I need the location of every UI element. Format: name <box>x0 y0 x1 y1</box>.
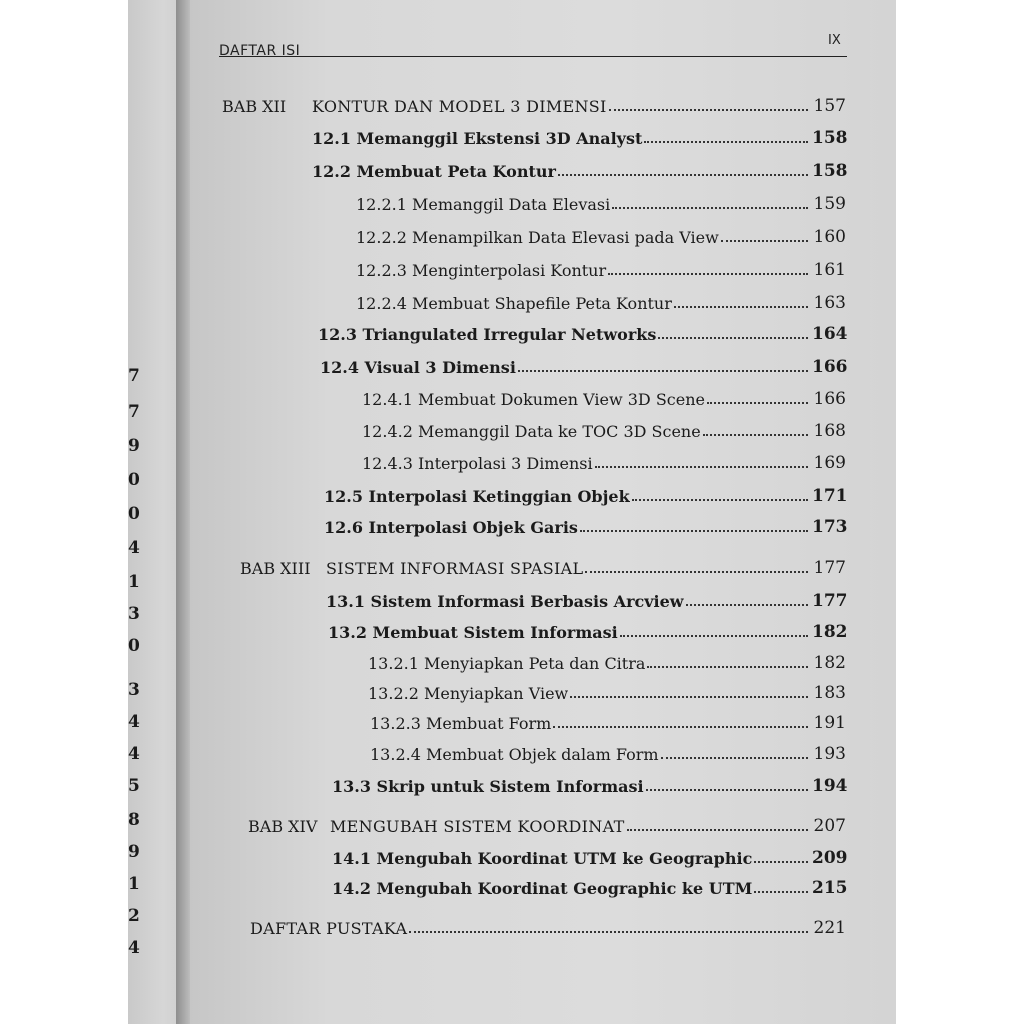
toc-section-row[interactable] <box>332 842 846 868</box>
toc-entry-label: 12.6 Interpolasi Objek Garis <box>324 518 578 537</box>
toc-section-row[interactable] <box>328 616 846 642</box>
toc-subsection-row[interactable] <box>370 738 846 764</box>
toc-section-row[interactable] <box>320 351 846 377</box>
dot-leader <box>644 141 808 143</box>
toc-entry-label: 12.5 Interpolasi Ketinggian Objek <box>324 487 630 506</box>
dot-leader <box>627 829 808 831</box>
edge-page-number: 9 <box>128 436 140 456</box>
toc-page-number: 194 <box>812 776 848 796</box>
toc-entry-label: DAFTAR PUSTAKA <box>250 919 408 938</box>
toc-entry-label: 12.3 Triangulated Irregular Networks <box>318 325 657 344</box>
edge-page-number: 8 <box>128 810 140 830</box>
toc-page-number: 221 <box>813 918 846 938</box>
running-header-page-number: IX <box>828 33 841 48</box>
toc-entry-label: 12.1 Memanggil Ekstensi 3D Analyst <box>312 129 643 148</box>
dot-leader <box>580 530 808 532</box>
toc-page-number: 171 <box>812 486 848 506</box>
dot-leader <box>609 109 808 111</box>
toc-page-number: 191 <box>813 713 846 733</box>
toc-subsection-row[interactable] <box>368 677 846 703</box>
toc-entry-label: 14.2 Mengubah Koordinat Geographic ke UTM <box>332 879 753 898</box>
toc-page-number: 215 <box>812 878 848 898</box>
dot-leader <box>721 240 808 242</box>
toc-page-number: 168 <box>813 421 846 441</box>
toc-chapter-row[interactable] <box>222 90 846 116</box>
toc-entry-label: 12.4.2 Memanggil Data ke TOC 3D Scene <box>362 422 701 441</box>
header-rule <box>219 56 847 57</box>
dot-leader <box>570 696 808 698</box>
toc-section-row[interactable] <box>332 770 846 796</box>
toc-entry-label: KONTUR DAN MODEL 3 DIMENSI <box>312 97 607 116</box>
toc-page-number: 182 <box>813 653 846 673</box>
toc-subsection-row[interactable] <box>356 221 846 247</box>
dot-leader <box>553 726 808 728</box>
toc-subsection-row[interactable] <box>370 707 846 733</box>
edge-page-number: 4 <box>128 538 140 558</box>
edge-page-number: 4 <box>128 712 140 732</box>
toc-entry-label: 13.2.3 Membuat Form <box>370 714 552 733</box>
toc-section-row[interactable] <box>332 872 846 898</box>
toc-page-number: 159 <box>813 194 846 214</box>
edge-page-number: 0 <box>128 504 140 524</box>
background <box>896 0 1024 1024</box>
toc-page-number: 160 <box>813 227 846 247</box>
toc-section-row[interactable] <box>324 511 846 537</box>
toc-page-number: 169 <box>813 453 846 473</box>
toc-entry-label: 12.2.3 Menginterpolasi Kontur <box>356 261 607 280</box>
chapter-number: BAB XIV <box>248 817 318 836</box>
toc-entry-label: SISTEM INFORMASI SPASIAL <box>326 559 584 578</box>
book-gutter <box>176 0 190 1024</box>
toc-page-number: 207 <box>813 816 846 836</box>
edge-page-number: 0 <box>128 470 140 490</box>
toc-entry-label: 14.1 Mengubah Koordinat UTM ke Geographic <box>332 849 753 868</box>
toc-subsection-row[interactable] <box>362 415 846 441</box>
toc-entry-label: 12.2.1 Memanggil Data Elevasi <box>356 195 611 214</box>
toc-entry-label: 13.1 Sistem Informasi Berbasis Arcview <box>326 592 684 611</box>
toc-entry-label: 12.4.3 Interpolasi 3 Dimensi <box>362 454 593 473</box>
toc-section-row[interactable] <box>312 155 846 181</box>
chapter-number: BAB XIII <box>240 559 311 578</box>
edge-page-number: 3 <box>128 680 140 700</box>
dot-leader <box>707 402 808 404</box>
dot-leader <box>686 604 808 606</box>
toc-subsection-row[interactable] <box>356 287 846 313</box>
edge-page-number: 9 <box>128 842 140 862</box>
dot-leader <box>647 666 808 668</box>
toc-page-number: 164 <box>812 324 848 344</box>
dot-leader <box>620 635 808 637</box>
toc-page-number: 163 <box>813 293 846 313</box>
edge-page-number: 4 <box>128 938 140 958</box>
toc-subsection-row[interactable] <box>362 383 846 409</box>
toc-subsection-row[interactable] <box>356 188 846 214</box>
toc-section-row[interactable] <box>324 480 846 506</box>
dot-leader <box>608 273 808 275</box>
toc-section-row[interactable] <box>318 318 846 344</box>
toc-subsection-row[interactable] <box>362 447 846 473</box>
edge-page-number: 1 <box>128 572 140 592</box>
dot-leader <box>409 931 808 933</box>
toc-chapter-row[interactable] <box>248 810 846 836</box>
toc-entry-label: 13.2 Membuat Sistem Informasi <box>328 623 618 642</box>
chapter-number: BAB XII <box>222 97 287 116</box>
dot-leader <box>558 174 808 176</box>
toc-page-number: 209 <box>812 848 848 868</box>
edge-page-number: 2 <box>128 906 140 926</box>
toc-page-number: 183 <box>813 683 846 703</box>
toc-entry-label: 12.4 Visual 3 Dimensi <box>320 358 516 377</box>
toc-page-number: 158 <box>812 128 848 148</box>
running-header-title: DAFTAR ISI <box>219 43 301 59</box>
dot-leader <box>585 571 808 573</box>
edge-page-number: 7 <box>128 402 140 422</box>
dot-leader <box>658 337 808 339</box>
dot-leader <box>661 757 808 759</box>
dot-leader <box>646 789 808 791</box>
toc-subsection-row[interactable] <box>368 647 846 673</box>
toc-page-number: 161 <box>813 260 846 280</box>
toc-page-number: 166 <box>813 389 846 409</box>
dot-leader <box>674 306 808 308</box>
toc-bibliography-row[interactable] <box>250 912 846 938</box>
toc-entry-label: MENGUBAH SISTEM KOORDINAT <box>330 817 625 836</box>
dot-leader <box>612 207 808 209</box>
dot-leader <box>518 370 808 372</box>
edge-page-number: 0 <box>128 636 140 656</box>
toc-entry-label: 13.3 Skrip untuk Sistem Informasi <box>332 777 644 796</box>
toc-page-number: 177 <box>813 558 846 578</box>
toc-entry-label: 13.2.4 Membuat Objek dalam Form <box>370 745 659 764</box>
toc-page-number: 182 <box>812 622 848 642</box>
toc-chapter-row[interactable] <box>240 552 846 578</box>
dot-leader <box>754 861 808 863</box>
toc-page-number: 177 <box>812 591 848 611</box>
toc-entry-label: 13.2.1 Menyiapkan Peta dan Citra <box>368 654 646 673</box>
dot-leader <box>595 466 808 468</box>
toc-section-row[interactable] <box>326 585 846 611</box>
toc-page-number: 193 <box>813 744 846 764</box>
toc-subsection-row[interactable] <box>356 254 846 280</box>
toc-page-number: 173 <box>812 517 848 537</box>
toc-page-number: 158 <box>812 161 848 181</box>
edge-page-number: 4 <box>128 744 140 764</box>
toc-entry-label: 13.2.2 Menyiapkan View <box>368 684 569 703</box>
toc-page-number: 157 <box>813 96 846 116</box>
toc-entry-label: 12.2.4 Membuat Shapefile Peta Kontur <box>356 294 672 313</box>
dot-leader <box>632 499 808 501</box>
edge-page-number: 3 <box>128 604 140 624</box>
edge-page-number: 1 <box>128 874 140 894</box>
toc-section-row[interactable] <box>312 122 846 148</box>
toc-entry-label: 12.4.1 Membuat Dokumen View 3D Scene <box>362 390 705 409</box>
toc-page-number: 166 <box>812 357 848 377</box>
dot-leader <box>703 434 808 436</box>
dot-leader <box>754 891 808 893</box>
toc-entry-label: 12.2.2 Menampilkan Data Elevasi pada View <box>356 228 719 247</box>
edge-page-number: 7 <box>128 366 140 386</box>
edge-page-number: 5 <box>128 776 140 796</box>
toc-entry-label: 12.2 Membuat Peta Kontur <box>312 162 556 181</box>
